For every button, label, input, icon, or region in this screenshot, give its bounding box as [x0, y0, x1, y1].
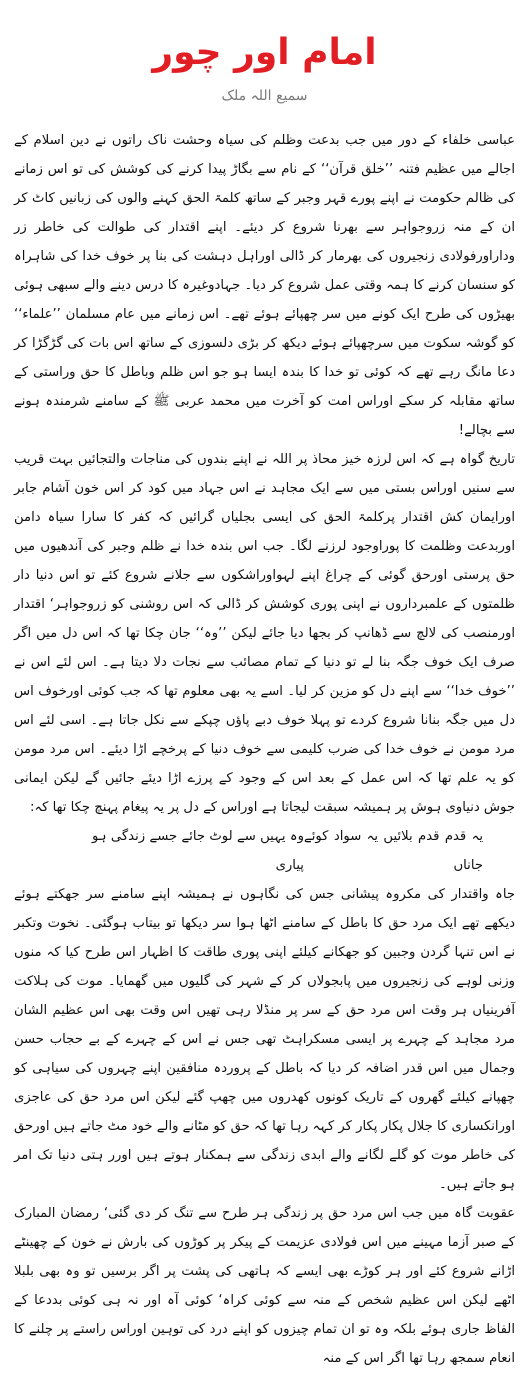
poetry-couplet: [14, 822, 515, 880]
paragraph: عباسی خلفاء کے دور میں جب بدعت وظلم کی سیاہ وحشت ناک راتوں نے دین اسلام کے اجالے میں عظیم فتنہ ’’خلق قرآن‘‘ کے نام سے بگاڑ پیدا کرنے کی کوشش کی تو اس زمانے کی ظالم حکومت نے اپنے پورے قہر وجبر کے ساتھ کلمۃ الحق کہنے والوں کی زبانیں کاٹ کر ان کے منہ زروجواہر سے بھرنا شروع کر دیئے۔ اپنے اقتدار کی طوالت کی خاطر زر وداراورفولادی زنجیروں کی بھرمار کر ڈالی اوراہل دہشت کی بنا پر خوف خدا کی شاہراہ کو سنسان کرنے کا ہمہ وقتی عمل شروع کر دیا۔ جہادوغیرہ کا درس دینے والے سبھی ہوئی بھیڑوں کی طرح ایک کونے میں سر چھپائے ہوئے تھے۔ اس زمانے میں عام مسلمان ’’علماء‘‘ کو گوشہ سکوت میں سرچھپائے ہوئے دیکھ کر بڑی دلسوزی کے ساتھ اس بات کی گڑگڑا کر دعا مانگ رہے تھے کہ کوئی تو خدا کا بندہ ایسا ہو جو اس ظلم وباطل کا حق وراستی کے ساتھ مقابلہ کر سکے اوراس امت کو آخرت میں محمد عربی ﷺ کے سامنے شرمندہ ہونے سے بچالے!: [14, 133, 515, 438]
paragraph: عقوبت گاہ میں جب اس مرد حق پر زندگی ہر طرح سے تنگ کر دی گئی‘ رمضان المبارک کے صبر آزما مہینے میں اس فولادی عزیمت کے پیکر پر کوڑوں کی بارش نے خون کے چھینٹے اڑانے شروع کئے اور ہر کوڑے بھی ایسے کہ ہاتھی کی پشت پر اگر برسیں تو وہ بھی بلبلا اٹھے لیکن اس عظیم شخص کے منہ سے کوئی کراہ‘ کوئی آہ اور نہ ہی کوئی بددعا کے الفاظ جاری ہوئے بلکہ وہ تو ان تمام چیزوں کو اپنے درد کی توہین اوراس راستے پر چلنے کا انعام سمجھ رہا تھا اگر اس کے منہ: [14, 1206, 515, 1366]
paragraph: جاہ واقتدار کی مکروہ پیشانی جس کی نگاہوں نے ہمیشہ اپنے سامنے سر جھکتے ہوئے دیکھے تھے ایک مرد حق کا باطل کے سامنے اٹھا ہوا سر دیکھا تو بیتاب ہوگئی۔ نخوت وتکبر نے اس تنہا گردن وجبین کو جھکانے کیلئے اپنی پوری طاقت کا اظہار اس طرح کیا کہ منوں وزنی لوہے کی زنجیروں میں پابجولاں کر کے شہر کی گلیوں میں گھمایا۔ موت کی ہلاکت آفرینیاں ہر وقت اس مرد حق کے سر پر منڈلا رہی تھیں اس وقت بھی اس عظیم الشان مرد مجاہد کے چہرے پر ایسی مسکراہٹ تھی جس نے اس کے چہرے کے بے حجاب حسن وجمال میں اس قدر اضافہ کر دیا کہ باطل کے پروردہ منافقین اپنے چہروں کی سیاہی کو چھپانے کیلئے گھروں کے تاریک کونوں کھدروں میں چھپ گئے لیکن اس مرد حق کی عاجزی اورانکساری کا جلال پکار پکار کر کہہ رہا تھا کہ حق کو مٹانے والے خود مٹ جاتے ہیں اورحق کی خاطر موت کو گلے لگانے والے ابدی زندگی سے ہمکنار ہوتے ہیں اورر ہتی دنیا تک امر ہو جاتے ہیں۔: [14, 887, 515, 1192]
author-name: سمیع اللہ ملک: [221, 88, 308, 104]
couplet-second-line: وہ یہیں سے لوٹ جائے جسے زندگی ہو پیاری: [92, 829, 304, 873]
couplet-first-line: یہ قدم قدم بلائیں یہ سواد کوئے جاناں: [303, 829, 483, 873]
article-body: [14, 126, 515, 1373]
paragraph: تاریخ گواہ ہے کہ اس لرزہ خیز محاذ پر اللہ نے اپنے بندوں کی مناجات والتجائیں بہت قریب سے سنیں اوراس بستی میں سے ایک مجاہد نے اس جہاد میں کود کر اس خون آشام جابر اورایمان کش اقتدار پرکلمۃ الحق کی ایسی بجلیاں گرائیں کہ کفر کا سارا سیاہ دامن اوربدعت وظلمت کا پوراوجود لرزنے لگا۔ جب اس بندہ خدا نے ظلم وجبر کی آندھیوں میں حق پرستی اورحق گوئی کے چراغ اپنے لہواوراشکوں سے جلانے شروع کئے تو اس دنیا دار ظلمتوں کے علمبرداروں نے اپنی پوری کوشش کر ڈالی کہ اس روشنی کو زروجواہر‘ اقتدار اورمنصب کی لالچ سے ڈھانپ کر بجھا دیا جائے لیکن ’’وہ‘‘ جان چکا تھا کہ اس دل میں اگر صرف ایک خوف جگہ بنا لے تو دنیا کے تمام مصائب سے نجات دلا دیتا ہے۔ اس لئے اس نے ’’خوف خدا‘‘ سے اپنے دل کو مزین کر لیا۔ اسے یہ بھی معلوم تھا کہ جب کوئی اورخوف اس دل میں جگہ بنانا شروع کردے تو پہلا خوف دبے پاؤں چپکے سے نکل جاتا ہے۔ اسی لئے اس مرد مومن نے خوف خدا کی ضرب کلیمی سے خوف دنیا کے پرخچے اڑا دیئے۔ اس مرد مومن کو یہ علم تھا کہ اس عمل کے بعد اس کے وجود کے پرزے اڑا دیئے جائیں گے لیکن ایمانی جوش دنیاوی ہوش پر ہمیشہ سبقت لیجاتا ہے اوراس کے دل پر یہ پیغام پہنچ چکا تھا کہ:: [14, 452, 515, 815]
article-title: امام اور چور: [152, 32, 377, 73]
